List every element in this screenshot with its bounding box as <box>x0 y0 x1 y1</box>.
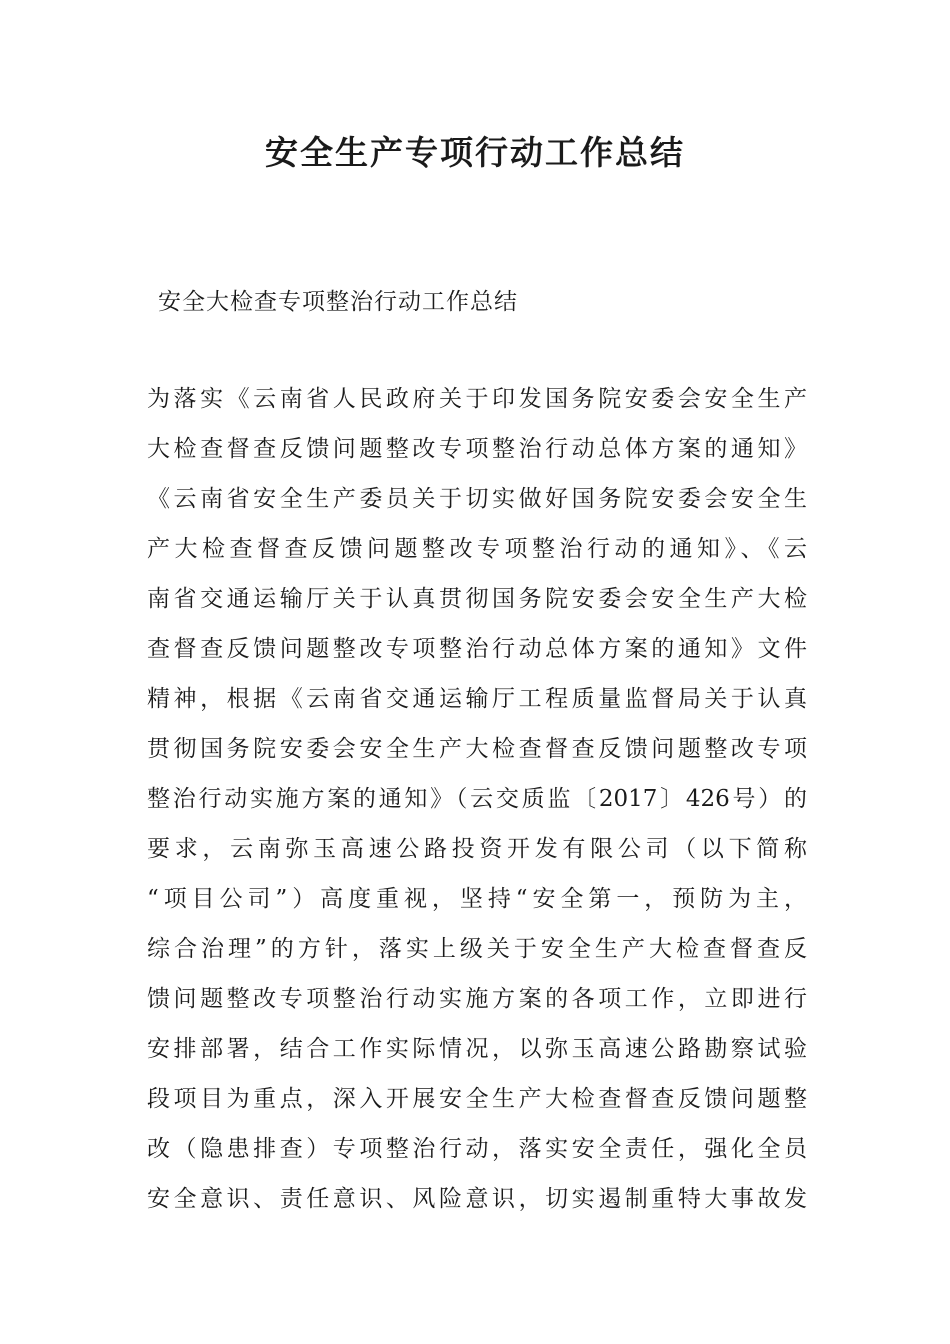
document-title: 安全生产专项行动工作总结 <box>265 133 685 172</box>
body-line: 精神，根据《云南省交通运输厅工程质量监督局关于认真 <box>147 686 807 712</box>
body-line: 为落实《云南省人民政府关于印发国务院安委会安全生产 <box>147 386 807 412</box>
body-line: 段项目为重点，深入开展安全生产大检查督查反馈问题整 <box>147 1086 807 1112</box>
body-line: 馈问题整改专项整治行动实施方案的各项工作，立即进行 <box>147 986 807 1012</box>
body-line: 贯彻国务院安委会安全生产大检查督查反馈问题整改专项 <box>147 736 807 762</box>
body-line: 安排部署，结合工作实际情况，以弥玉高速公路勘察试验 <box>147 1036 807 1062</box>
body-line: “项目公司”）高度重视，坚持“安全第一，预防为主， <box>147 886 807 912</box>
body-line: 整治行动实施方案的通知》（云交质监〔2017〕426号）的 <box>147 786 807 812</box>
body-line: 查督查反馈问题整改专项整治行动总体方案的通知》文件 <box>147 636 807 662</box>
document-body <box>147 374 807 1224</box>
body-line: 《云南省安全生产委员关于切实做好国务院安委会安全生 <box>147 486 807 512</box>
body-line: 综合治理”的方针，落实上级关于安全生产大检查督查反 <box>147 936 807 962</box>
body-line: 大检查督查反馈问题整改专项整治行动总体方案的通知》 <box>147 436 807 462</box>
body-line: 安全意识、责任意识、风险意识，切实遏制重特大事故发 <box>147 1186 807 1212</box>
body-line: 要求，云南弥玉高速公路投资开发有限公司（以下简称 <box>147 836 807 862</box>
body-line: 改（隐患排查）专项整治行动，落实安全责任，强化全员 <box>147 1136 807 1162</box>
body-line: 产大检查督查反馈问题整改专项整治行动的通知》、《云 <box>147 536 807 562</box>
body-line: 南省交通运输厅关于认真贯彻国务院安委会安全生产大检 <box>147 586 807 612</box>
document-subtitle: 安全大检查专项整治行动工作总结 <box>158 289 518 315</box>
